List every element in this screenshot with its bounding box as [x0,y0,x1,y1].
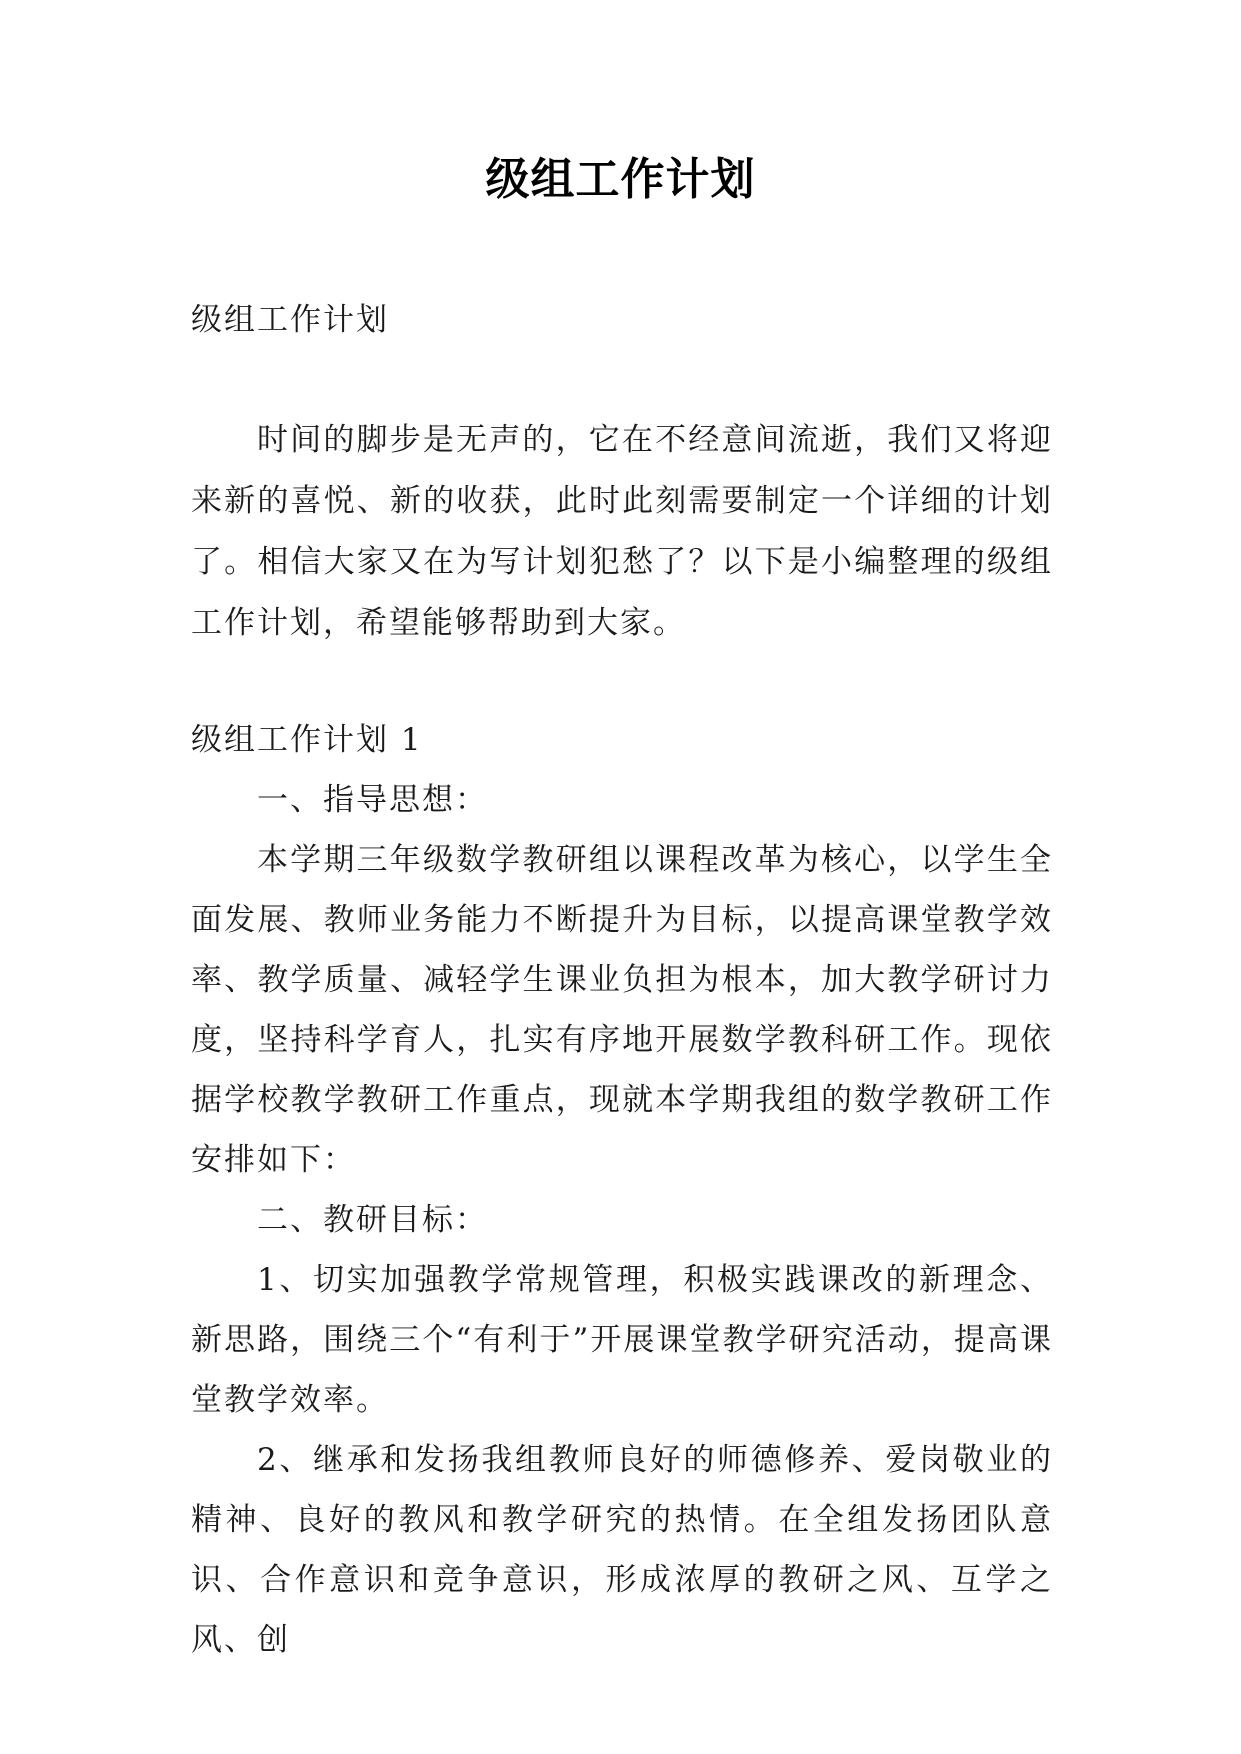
document-subtitle: 级组工作计划 [191,302,389,338]
intro-paragraph: 时间的脚步是无声的，它在不经意间流逝，我们又将迎来新的喜悦、新的收获，此时此刻需要制定一个详细的计划了。相信大家又在为写计划犯愁了？以下是小编整理的级组工作计划，希望能够帮助到大家。 [191,422,1053,641]
guiding-thought-paragraph: 本学期三年级数学教研组以课程改革为核心，以学生全面发展、教师业务能力不断提升为目标，以提高课堂教学效率、教学质量、减轻学生课业负担为根本，加大教学研讨力度，坚持科学育人，扎实有序地开展数学教科研工作。现依据学校教学教研工作重点，现就本学期我组的数学教研工作安排如下： [191,842,1053,1178]
section-2-heading: 二、教研目标： [257,1202,488,1238]
goal-item-2: 2、继承和发扬我组教师良好的师德修养、爱岗敬业的精神、良好的教风和教学研究的热情。在全组发扬团队意识、合作意识和竞争意识，形成浓厚的教研之风、互学之风、创 [191,1442,1053,1658]
document-title: 级组工作计划 [485,154,756,205]
section-heading: 级组工作计划 1 [191,722,423,758]
document-body [191,290,1053,1670]
goal-item-1: 1、切实加强教学常规管理，积极实践课改的新理念、新思路，围绕三个“有利于”开展课堂教学研究活动，提高课堂教学效率。 [191,1262,1053,1418]
section-1-heading: 一、指导思想： [257,782,488,818]
